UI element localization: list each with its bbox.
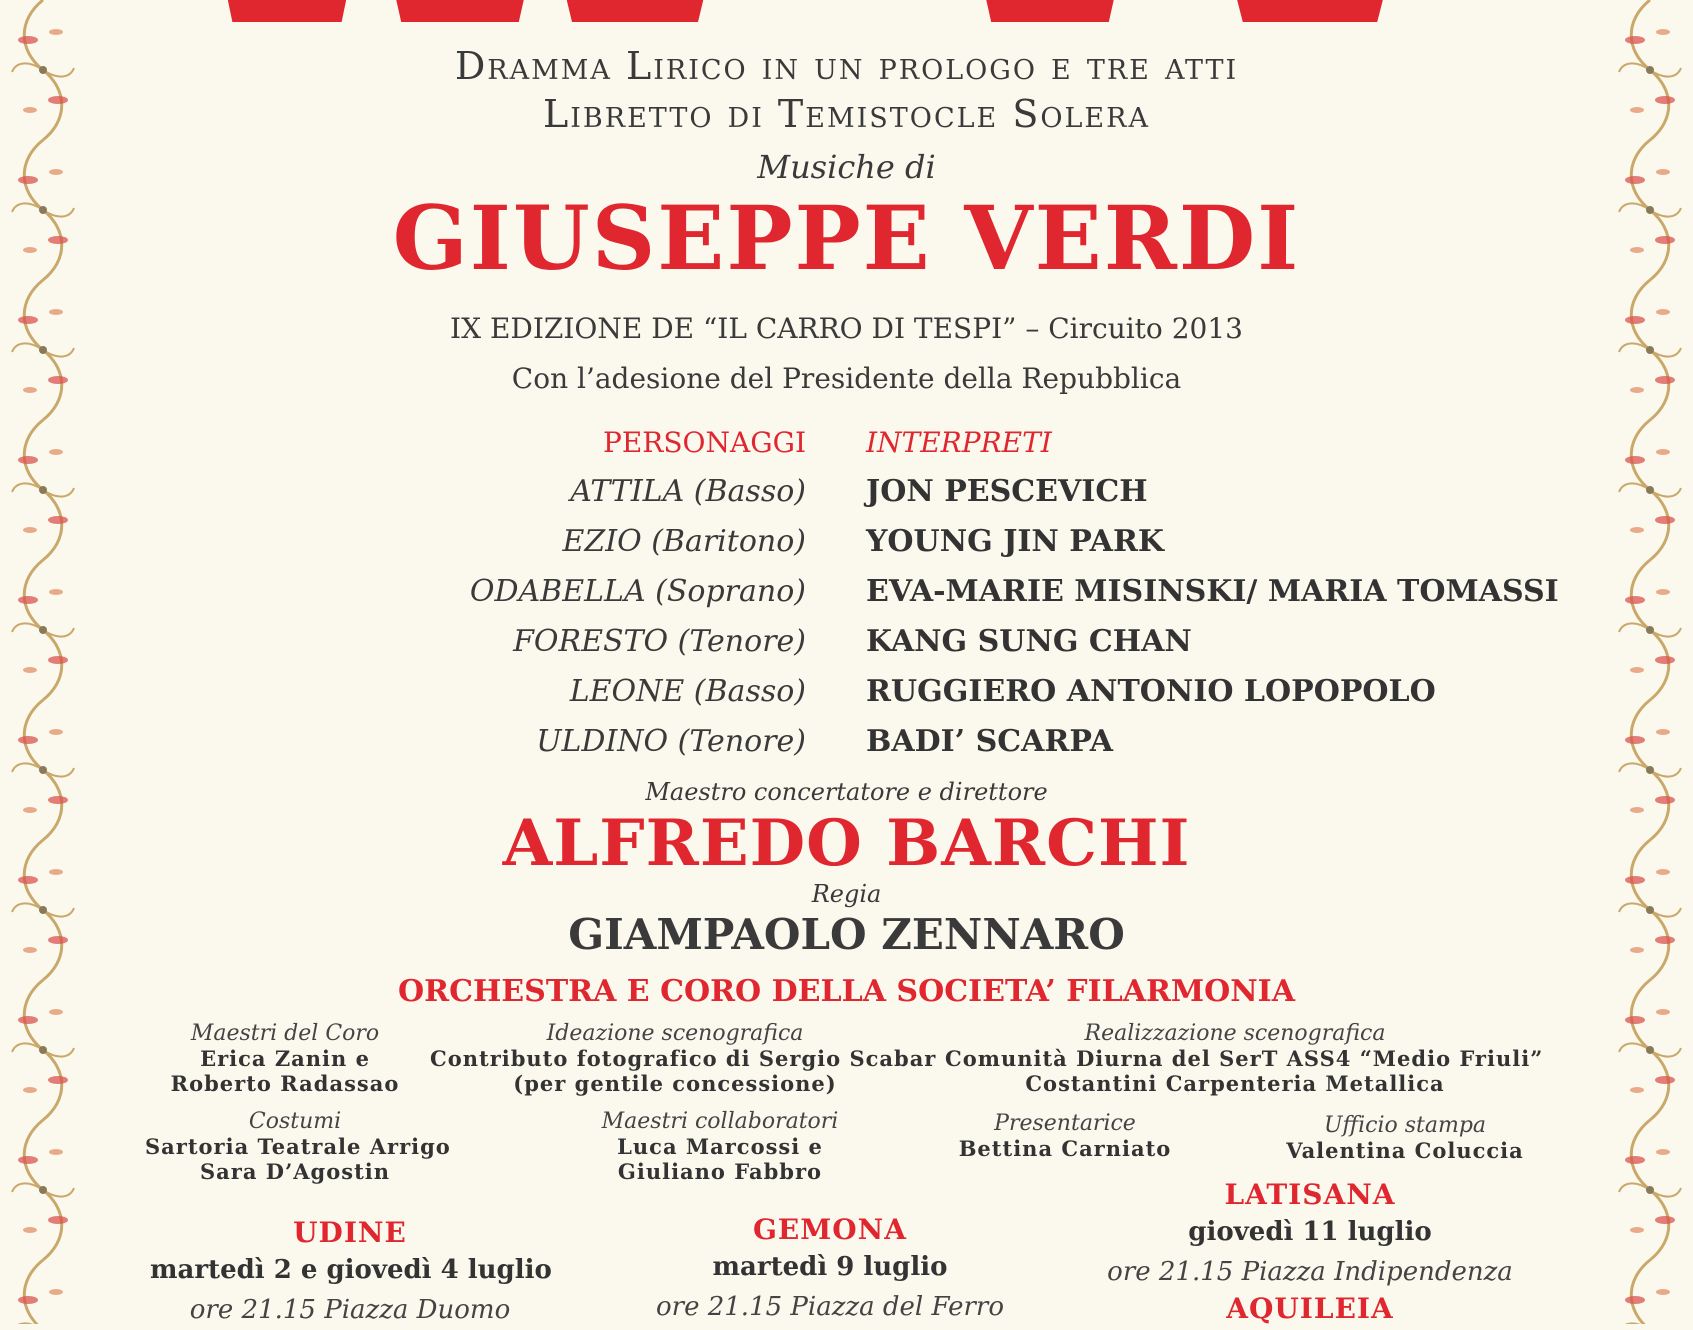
edition-line: IX EDIZIONE DE “IL CARRO DI TESPI” – Circuito 2013: [450, 312, 1243, 345]
credit-value: Luca Marcossi e: [617, 1134, 823, 1159]
composer-name: GIUSEPPE VERDI: [392, 186, 1301, 290]
orchestra-name: ORCHESTRA E CORO DELLA SOCIETA’ FILARMONIA: [398, 974, 1295, 1009]
performers-heading: INTERPRETI: [866, 426, 1052, 459]
cast-role: ODABELLA (Soprano): [469, 574, 806, 609]
credit-costumes: [145, 1109, 451, 1184]
credit-set-realization: [945, 1021, 1544, 1096]
credit-label: Presentarice: [994, 1111, 1136, 1136]
credit-label: Maestri collaboratori: [601, 1109, 839, 1134]
venue-date: giovedì 11 luglio: [1188, 1217, 1432, 1247]
credit-label: Realizzazione scenografica: [1084, 1021, 1386, 1046]
title-lettering-fragment: [1230, 0, 1390, 22]
credit-value: Sara D’Agostin: [199, 1159, 391, 1184]
subtitle-libretto: Libretto di Temistocle Solera: [543, 92, 1150, 136]
title-lettering-fragment: [560, 0, 710, 22]
credit-value: Bettina Carniato: [958, 1136, 1172, 1161]
credit-value: (per gentile concessione): [513, 1071, 837, 1096]
cast-role: ATTILA (Basso): [570, 474, 806, 509]
venue-latisana: [1090, 1178, 1530, 1326]
credit-value: Sartoria Teatrale Arrigo: [145, 1134, 451, 1159]
credit-value: Valentina Coluccia: [1286, 1138, 1524, 1163]
cast-singer: YOUNG JIN PARK: [866, 524, 1164, 559]
credit-chorus-masters: [145, 1022, 425, 1096]
venue-date: martedì 9 luglio: [712, 1252, 948, 1282]
venue-city: UDINE: [293, 1216, 407, 1249]
cast-role: FORESTO (Tenore): [513, 624, 806, 659]
credit-label: Ideazione scenografica: [546, 1021, 804, 1046]
credit-label: Ufficio stampa: [1323, 1113, 1487, 1138]
credit-press-office: [1285, 1114, 1525, 1163]
credit-presenter: [955, 1112, 1175, 1161]
cast-role: EZIO (Baritono): [562, 524, 806, 559]
credit-value: Comunità Diurna del SerT ASS4 “Medio Friuli”: [945, 1046, 1544, 1071]
music-by-label: Musiche di: [757, 148, 936, 186]
venue-place: ore 21.15 Piazza del Ferro: [655, 1292, 1005, 1322]
cast-singer: EVA-MARIE MISINSKI/ MARIA TOMASSI: [866, 574, 1559, 609]
venue-city: AQUILEIA: [1226, 1292, 1394, 1325]
venue-gemona: [630, 1213, 1030, 1327]
credit-value: Erica Zanin e: [200, 1046, 370, 1071]
venue-place: ore 21.15 Piazza Duomo: [189, 1295, 511, 1325]
credit-label: Maestri del Coro: [190, 1021, 380, 1046]
cast-singer: BADI’ SCARPA: [866, 724, 1113, 759]
venue-city: GEMONA: [753, 1213, 907, 1246]
cast-singer: RUGGIERO ANTONIO LOPOPOLO: [866, 674, 1436, 709]
patronage-line: Con l’adesione del Presidente della Repubblica: [511, 362, 1182, 395]
cast-role: ULDINO (Tenore): [536, 724, 806, 759]
credit-value: Roberto Radassao: [170, 1071, 400, 1096]
cast-role: LEONE (Basso): [569, 674, 806, 709]
characters-heading: PERSONAGGI: [602, 426, 806, 459]
cast-singer: JON PESCEVICH: [866, 474, 1148, 509]
conductor-label: Maestro concertatore e direttore: [645, 778, 1048, 806]
credit-set-concept: [430, 1021, 937, 1096]
credit-value: Giuliano Fabbro: [617, 1159, 823, 1184]
credit-collaborators: [580, 1110, 860, 1184]
credit-label: Costumi: [248, 1109, 342, 1134]
venue-place: ore 21.15 Piazza Indipendenza: [1107, 1257, 1513, 1287]
conductor-name: ALFREDO BARCHI: [502, 806, 1191, 881]
director-label: Regia: [811, 880, 882, 908]
title-lettering-fragment: [980, 0, 1120, 22]
title-lettering-fragment: [222, 0, 352, 22]
venue-udine: [150, 1216, 550, 1330]
subtitle-opera-type: Dramma Lirico in un prologo e tre atti: [454, 44, 1239, 88]
director-name: GIAMPAOLO ZENNARO: [568, 910, 1125, 959]
cast-singer: KANG SUNG CHAN: [866, 624, 1192, 659]
title-lettering-fragment: [390, 0, 530, 22]
venue-city: LATISANA: [1224, 1178, 1396, 1211]
credit-value: Contributo fotografico di Sergio Scabar: [430, 1046, 937, 1071]
credit-value: Costantini Carpenteria Metallica: [1025, 1071, 1445, 1096]
venue-date: martedì 2 e giovedì 4 luglio: [150, 1255, 552, 1285]
